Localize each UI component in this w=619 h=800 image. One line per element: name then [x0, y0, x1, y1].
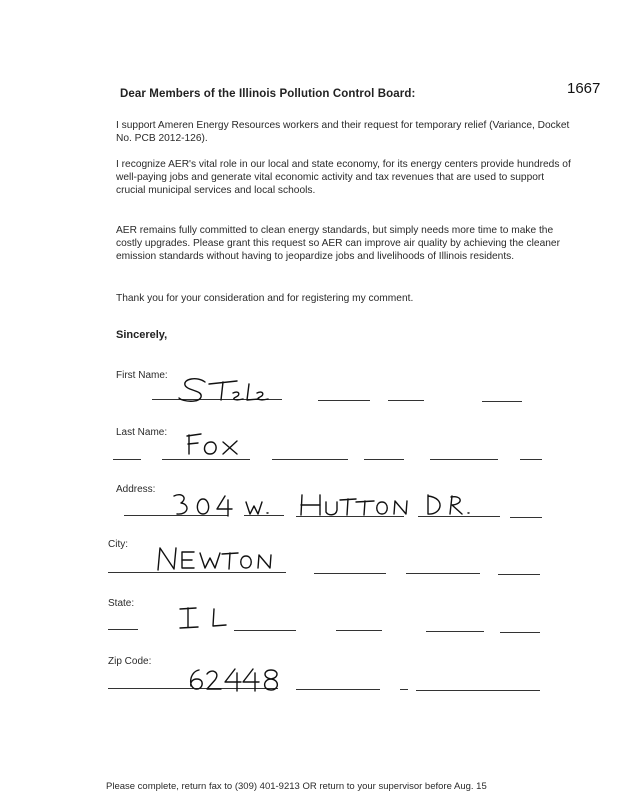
- paragraph-thanks: Thank you for your consideration and for registering my comment.: [116, 293, 414, 304]
- last-name-line: [364, 459, 404, 460]
- last-name-line: [272, 459, 348, 460]
- last-name-handwriting: [185, 432, 245, 458]
- state-label: State:: [108, 598, 135, 609]
- page-number: 1667: [567, 80, 601, 97]
- state-line: [234, 630, 296, 631]
- paragraph-clean-energy: AER remains fully committed to clean energy standards, but simply needs more time to make the costly upgrades. Please grant this request so AER can improve air quality by achieving the cleaner emission standards without having to jeopardize jobs and livelihoods of Illinois residents.: [116, 225, 560, 262]
- salutation: Dear Members of the Illinois Pollution Control Board:: [120, 88, 416, 100]
- last-name-line: [520, 459, 542, 460]
- zip-code-line: [400, 689, 408, 690]
- first-name-line: [318, 400, 370, 401]
- city-line: [498, 574, 540, 575]
- address-handwriting: [170, 490, 510, 522]
- first-name-line: [482, 401, 522, 402]
- zip-code-line: [296, 689, 380, 690]
- zip-code-label: Zip Code:: [108, 656, 152, 667]
- address-line: [510, 517, 542, 518]
- city-handwriting: [152, 544, 282, 574]
- first-name-line: [388, 400, 424, 401]
- last-name-label: Last Name:: [116, 427, 168, 438]
- city-label: City:: [108, 539, 128, 550]
- zip-code-handwriting: [185, 664, 285, 696]
- footer-instructions: Please complete, return fax to (309) 401-9213 OR return to your supervisor before Aug. 15: [106, 781, 487, 792]
- address-label: Address:: [116, 484, 156, 495]
- state-handwriting: [176, 603, 236, 633]
- last-name-line: [430, 459, 498, 460]
- first-name-handwriting: [175, 373, 290, 405]
- paragraph-support: I support Ameren Energy Resources workers and their request for temporary relief (Variance, Docket No. PCB 2012-126).: [116, 120, 570, 144]
- city-line: [314, 573, 386, 574]
- paragraph-economy: I recognize AER's vital role in our local and state economy, for its energy centers provide hundreds of well-paying jobs and generate vital economic activity and tax revenues that are used to support crucial municipal services and local schools.: [116, 159, 571, 196]
- state-line: [336, 630, 382, 631]
- state-line: [108, 629, 138, 630]
- last-name-line: [113, 459, 141, 460]
- signoff: Sincerely,: [116, 329, 168, 341]
- state-line: [426, 631, 484, 632]
- city-line: [406, 573, 480, 574]
- zip-code-line: [416, 690, 540, 691]
- last-name-line: [162, 459, 250, 460]
- state-line: [500, 632, 540, 633]
- first-name-label: First Name:: [116, 370, 168, 381]
